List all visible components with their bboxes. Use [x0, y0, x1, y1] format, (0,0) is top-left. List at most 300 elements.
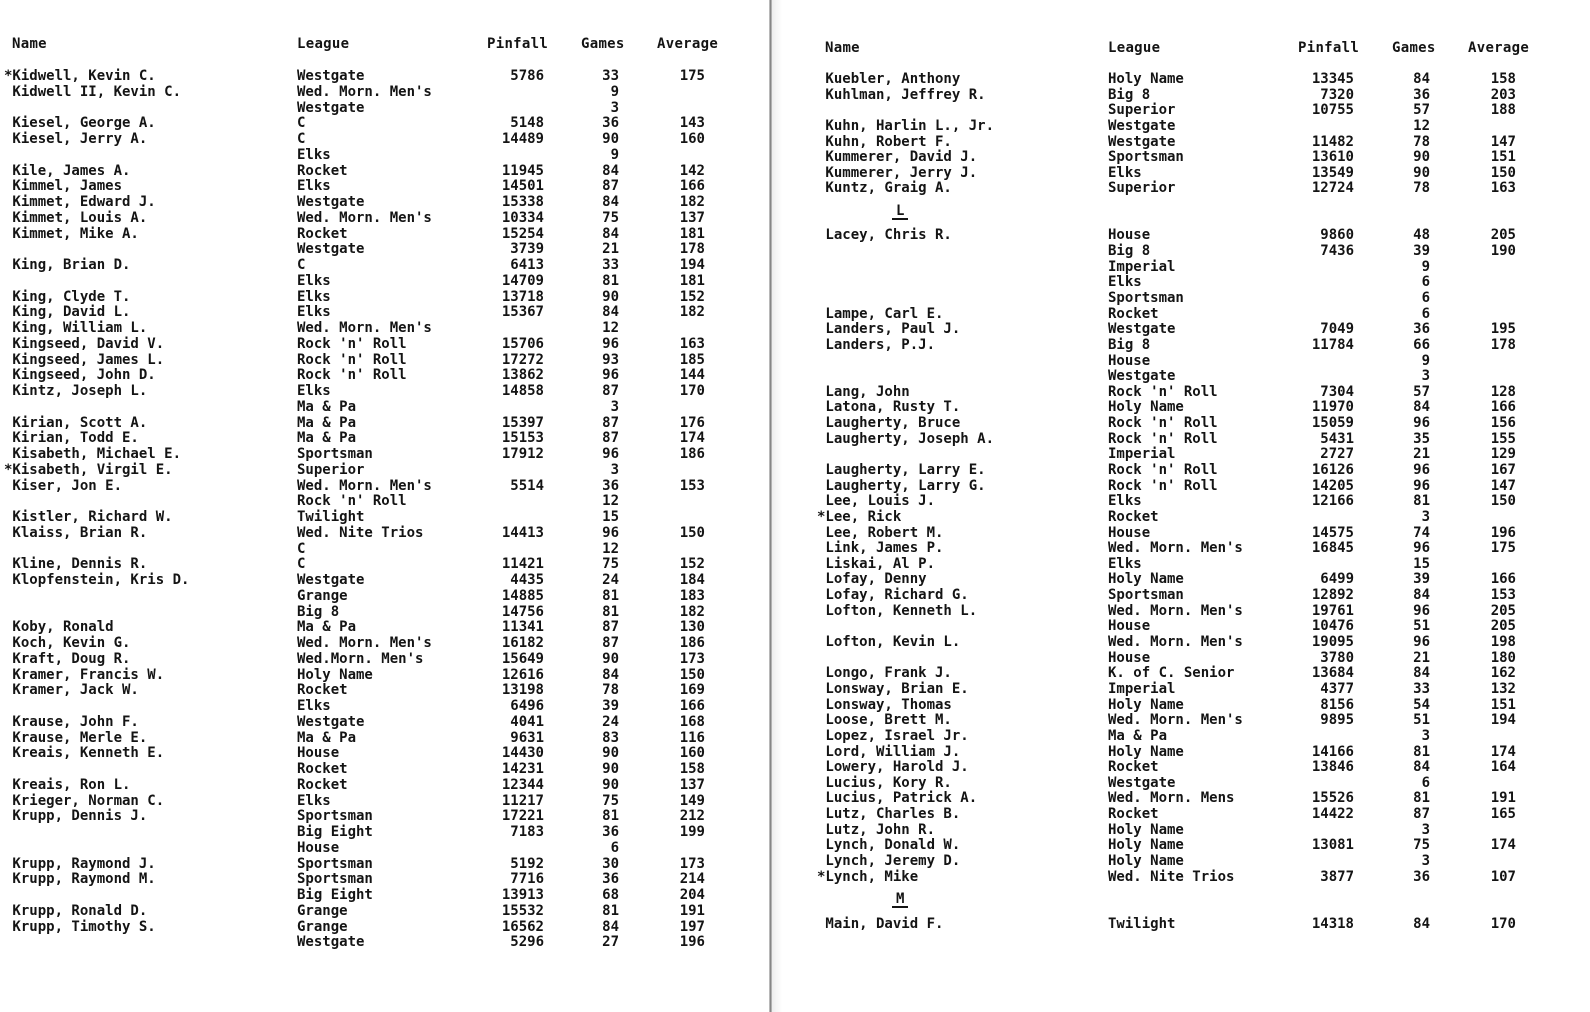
cell-league: C: [297, 556, 306, 573]
table-row: [0, 887, 770, 903]
cell-league: Elks: [297, 178, 331, 195]
cell-name: Kuhlman, Jeffrey R.: [817, 86, 986, 103]
cell-league: C: [297, 131, 306, 147]
cell-league: Rocket: [297, 682, 348, 699]
cell-league: Rock 'n' Roll: [1108, 430, 1218, 447]
cell-name: Kramer, Francis W.: [4, 666, 165, 683]
cell-pinfall: 14489: [501, 131, 544, 147]
cell-league: Rocket: [297, 776, 348, 793]
cell-average: 173: [679, 855, 705, 872]
cell-pinfall: 11421: [501, 556, 544, 573]
cell-pinfall: 10334: [501, 209, 544, 226]
cell-name: Laugherty, Larry G.: [817, 477, 986, 494]
cell-league: Westgate: [297, 572, 365, 588]
table-row: [772, 368, 1590, 384]
cell-league: Elks: [297, 792, 331, 809]
table-row: [772, 478, 1590, 494]
cell-games: 57: [1413, 102, 1430, 119]
table-row: [0, 572, 770, 588]
cell-games: 3: [1421, 508, 1430, 525]
cell-average: 149: [679, 792, 705, 809]
cell-games: 84: [602, 304, 619, 321]
cell-games: 84: [1413, 587, 1430, 604]
cell-name: Krupp, Raymond J.: [4, 855, 156, 872]
cell-pinfall: 3780: [1320, 649, 1354, 666]
cell-games: 81: [602, 808, 619, 825]
cell-games: 36: [602, 477, 619, 494]
cell-name: Lutz, John R.: [817, 821, 936, 838]
header-games-right: Games: [1392, 40, 1436, 56]
cell-league: Rock 'n' Roll: [297, 335, 407, 352]
cell-games: 84: [602, 194, 619, 210]
cell-pinfall: 7049: [1320, 321, 1354, 338]
cell-average: 203: [1490, 86, 1516, 103]
cell-league: Superior: [1108, 180, 1176, 197]
cell-games: 78: [1413, 133, 1430, 150]
cell-average: 186: [679, 635, 705, 651]
cell-average: 130: [679, 619, 705, 636]
table-row: [772, 399, 1590, 415]
cell-games: 90: [602, 776, 619, 793]
cell-games: 81: [602, 603, 619, 620]
cell-league: Elks: [1108, 274, 1142, 291]
cell-pinfall: 13718: [501, 288, 544, 305]
cell-pinfall: 15153: [501, 430, 544, 447]
cell-pinfall: 17221: [501, 808, 544, 825]
cell-league: C: [297, 257, 306, 273]
cell-league: Holy Name: [1108, 696, 1184, 713]
cell-pinfall: 10755: [1311, 102, 1354, 119]
cell-name: Longo, Frank J.: [817, 665, 952, 682]
cell-average: 195: [1490, 321, 1516, 338]
table-row: [772, 618, 1590, 634]
cell-name: Kimmel, James: [4, 178, 123, 195]
cell-league: Rocket: [1108, 508, 1159, 525]
cell-league: K. of C. Senior: [1108, 665, 1235, 682]
cell-average: 170: [679, 383, 705, 399]
cell-games: 39: [1413, 571, 1430, 588]
cell-games: 75: [602, 792, 619, 809]
cell-pinfall: 14422: [1311, 806, 1354, 823]
cell-league: Westgate: [1108, 368, 1176, 385]
cell-average: 162: [1490, 665, 1516, 682]
cell-name: Lynch, Donald W.: [817, 837, 961, 854]
table-row: [772, 806, 1590, 822]
cell-name: Lacey, Chris R.: [817, 227, 952, 244]
table-row: [772, 790, 1590, 806]
cell-pinfall: 5431: [1320, 430, 1354, 447]
cell-pinfall: 13684: [1311, 665, 1354, 682]
table-row: [0, 682, 770, 698]
cell-games: 96: [1413, 462, 1430, 478]
cell-average: 150: [1490, 164, 1516, 181]
cell-games: 96: [1413, 540, 1430, 557]
cell-games: 21: [1413, 649, 1430, 666]
cell-games: 96: [602, 335, 619, 352]
cell-pinfall: 10476: [1311, 618, 1354, 635]
cell-league: Holy Name: [1108, 821, 1184, 838]
table-row: [0, 478, 770, 494]
cell-games: 90: [1413, 149, 1430, 166]
cell-pinfall: 3877: [1320, 868, 1354, 885]
cell-games: 81: [602, 902, 619, 919]
table-row: [772, 650, 1590, 666]
table-row: [0, 241, 770, 257]
cell-pinfall: 6413: [510, 257, 544, 273]
cell-games: 90: [602, 650, 619, 667]
cell-average: 163: [1490, 180, 1516, 197]
header-games: Games: [581, 36, 625, 52]
cell-average: 150: [679, 666, 705, 683]
cell-league: Westgate: [297, 241, 365, 258]
cell-league: Superior: [1108, 102, 1176, 119]
cell-league: Wed. Morn. Men's: [297, 209, 432, 226]
cell-games: 75: [602, 556, 619, 573]
cell-pinfall: 12724: [1311, 180, 1354, 197]
cell-games: 3: [1421, 853, 1430, 869]
cell-games: 9: [610, 146, 619, 163]
cell-league: Sportsman: [1108, 149, 1184, 166]
cell-name: Kingseed, James L.: [4, 351, 165, 368]
cell-average: 194: [679, 257, 705, 273]
cell-name: Kiesel, George A.: [4, 115, 156, 132]
table-row: [772, 274, 1590, 290]
cell-average: 196: [1490, 524, 1516, 541]
cell-games: 90: [602, 761, 619, 777]
cell-league: Rock 'n' Roll: [297, 351, 407, 368]
table-row: [0, 667, 770, 683]
cell-average: 182: [679, 603, 705, 620]
cell-league: Ma & Pa: [297, 398, 357, 415]
cell-average: 163: [679, 335, 705, 352]
table-row: [772, 87, 1590, 103]
table-row: [772, 540, 1590, 556]
table-row: [772, 853, 1590, 869]
table-row: [772, 822, 1590, 838]
cell-league: Grange: [297, 918, 348, 935]
table-row: [772, 384, 1590, 400]
cell-average: 205: [1490, 618, 1516, 635]
cell-name: King, David L.: [4, 304, 131, 321]
header-league: League: [297, 36, 350, 52]
cell-games: 9: [610, 83, 619, 100]
cell-pinfall: 13549: [1311, 164, 1354, 181]
cell-games: 90: [602, 131, 619, 147]
cell-games: 84: [602, 918, 619, 935]
table-row: [0, 730, 770, 746]
cell-league: House: [1108, 227, 1151, 244]
cell-league: House: [1108, 618, 1151, 635]
cell-name: *Lynch, Mike: [817, 868, 919, 885]
header-average: Average: [657, 36, 719, 52]
table-row: [772, 415, 1590, 431]
cell-games: 12: [602, 540, 619, 557]
cell-games: 36: [1413, 868, 1430, 885]
cell-games: 6: [1421, 305, 1430, 322]
cell-games: 33: [1413, 680, 1430, 697]
cell-average: 170: [1490, 915, 1516, 932]
cell-league: Westgate: [297, 194, 365, 210]
table-row: [0, 383, 770, 399]
cell-pinfall: 17272: [501, 351, 544, 368]
cell-games: 66: [1413, 336, 1430, 353]
cell-games: 81: [602, 587, 619, 604]
cell-average: 137: [679, 209, 705, 226]
cell-average: 150: [1490, 493, 1516, 510]
cell-average: 173: [679, 650, 705, 667]
cell-average: 164: [1490, 759, 1516, 776]
cell-league: Big Eight: [297, 887, 373, 903]
cell-league: Grange: [297, 902, 348, 919]
cell-games: 87: [602, 383, 619, 399]
cell-pinfall: 11217: [501, 792, 544, 809]
cell-name: Laugherty, Bruce: [817, 415, 961, 432]
cell-league: Wed. Morn. Men's: [1108, 602, 1243, 619]
table-row: [0, 871, 770, 887]
cell-pinfall: 14709: [501, 272, 544, 289]
cell-pinfall: 9860: [1320, 227, 1354, 244]
cell-average: 175: [679, 68, 705, 84]
cell-pinfall: 13345: [1311, 71, 1354, 87]
cell-average: 174: [679, 430, 705, 447]
cell-name: Kingseed, David V.: [4, 335, 165, 352]
cell-league: Sportsman: [297, 855, 373, 872]
cell-name: Liskai, Al P.: [817, 555, 936, 572]
cell-name: Krupp, Dennis J.: [4, 808, 148, 825]
cell-games: 33: [602, 68, 619, 84]
cell-league: Twilight: [297, 509, 365, 525]
cell-league: Big 8: [1108, 336, 1151, 353]
cell-games: 51: [1413, 712, 1430, 729]
cell-league: Rocket: [1108, 806, 1159, 823]
cell-games: 3: [1421, 727, 1430, 744]
cell-name: Lonsway, Thomas: [817, 696, 952, 713]
table-row: [0, 194, 770, 210]
cell-games: 21: [602, 241, 619, 258]
cell-games: 3: [610, 99, 619, 116]
cell-name: Krupp, Timothy S.: [4, 918, 156, 935]
cell-games: 81: [1413, 493, 1430, 510]
header-league-right: League: [1108, 40, 1161, 56]
cell-league: Sportsman: [297, 808, 373, 825]
cell-league: Imperial: [1108, 258, 1176, 275]
cell-name: Laugherty, Larry E.: [817, 462, 986, 478]
cell-average: 214: [679, 871, 705, 888]
table-row: [0, 257, 770, 273]
cell-league: House: [1108, 649, 1151, 666]
cell-pinfall: 16182: [501, 635, 544, 651]
table-row: [772, 775, 1590, 791]
cell-games: 36: [1413, 86, 1430, 103]
cell-average: 151: [1490, 696, 1516, 713]
cell-league: Westgate: [297, 934, 365, 951]
cell-league: Rocket: [297, 162, 348, 179]
cell-pinfall: 12166: [1311, 493, 1354, 510]
cell-average: 199: [679, 824, 705, 840]
cell-average: 166: [1490, 399, 1516, 416]
table-row: [0, 462, 770, 478]
cell-games: 6: [1421, 274, 1430, 291]
table-row: [0, 273, 770, 289]
cell-average: 181: [679, 225, 705, 242]
cell-league: Imperial: [1108, 446, 1176, 463]
cell-name: Kummerer, David J.: [817, 149, 978, 166]
cell-games: 39: [602, 698, 619, 714]
cell-games: 39: [1413, 243, 1430, 260]
cell-pinfall: 16562: [501, 918, 544, 935]
cell-name: Lonsway, Brian E.: [817, 680, 969, 697]
cell-games: 84: [1413, 759, 1430, 776]
table-row: [0, 651, 770, 667]
cell-name: King, Brian D.: [4, 257, 131, 273]
table-row: [772, 259, 1590, 275]
cell-average: 160: [679, 131, 705, 147]
table-row: [772, 290, 1590, 306]
cell-name: Kuntz, Graig A.: [817, 180, 952, 197]
table-row: [772, 102, 1590, 118]
cell-pinfall: 9631: [510, 729, 544, 746]
cell-pinfall: 14858: [501, 383, 544, 399]
table-row: [772, 243, 1590, 259]
cell-average: 174: [1490, 743, 1516, 760]
table-row: [0, 131, 770, 147]
cell-league: Elks: [297, 698, 331, 714]
table-row: [772, 509, 1590, 525]
cell-league: Rocket: [1108, 305, 1159, 322]
cell-games: 3: [610, 398, 619, 415]
cell-average: 152: [679, 556, 705, 573]
table-row: [0, 147, 770, 163]
cell-name: Kimmet, Edward J.: [4, 194, 156, 210]
cell-league: C: [297, 540, 306, 557]
table-row: [0, 934, 770, 950]
cell-average: 188: [1490, 102, 1516, 119]
cell-pinfall: 14231: [501, 761, 544, 777]
cell-name: Kile, James A.: [4, 162, 131, 179]
cell-average: 198: [1490, 634, 1516, 651]
cell-league: Wed. Morn. Mens: [1108, 790, 1235, 807]
cell-league: Ma & Pa: [297, 729, 357, 746]
table-row: [772, 525, 1590, 541]
cell-pinfall: 5192: [510, 855, 544, 872]
cell-name: Lutz, Charles B.: [817, 806, 961, 823]
cell-league: Rock 'n' Roll: [297, 493, 407, 510]
cell-games: 78: [602, 682, 619, 699]
cell-pinfall: 12616: [501, 666, 544, 683]
cell-games: 3: [610, 461, 619, 478]
cell-games: 96: [1413, 634, 1430, 651]
cell-average: 205: [1490, 227, 1516, 244]
cell-games: 24: [602, 713, 619, 730]
cell-league: Imperial: [1108, 680, 1176, 697]
cell-pinfall: 14430: [501, 745, 544, 762]
cell-name: Kidwell II, Kevin C.: [4, 83, 182, 100]
cell-average: 180: [1490, 649, 1516, 666]
cell-name: Lofton, Kenneth L.: [817, 602, 978, 619]
table-row: [0, 68, 770, 84]
cell-games: 35: [1413, 430, 1430, 447]
cell-pinfall: 8156: [1320, 696, 1354, 713]
cell-league: Westgate: [1108, 133, 1176, 150]
cell-pinfall: 13081: [1311, 837, 1354, 854]
cell-league: Rocket: [297, 761, 348, 777]
cell-pinfall: 2727: [1320, 446, 1354, 463]
cell-pinfall: 12344: [501, 776, 544, 793]
cell-pinfall: 4435: [510, 572, 544, 588]
cell-league: Holy Name: [1108, 837, 1184, 854]
cell-league: Big Eight: [297, 824, 373, 840]
cell-name: Kirian, Todd E.: [4, 430, 139, 447]
cell-name: *Kisabeth, Virgil E.: [4, 461, 173, 478]
cell-games: 96: [602, 446, 619, 462]
cell-league: Sportsman: [297, 871, 373, 888]
table-row: [0, 115, 770, 131]
cell-average: 151: [1490, 149, 1516, 166]
table-row: [772, 71, 1590, 87]
cell-league: Ma & Pa: [297, 414, 357, 431]
cell-name: Kirian, Scott A.: [4, 414, 148, 431]
table-row: [0, 493, 770, 509]
table-row: [772, 634, 1590, 650]
table-row: [772, 446, 1590, 462]
cell-league: Big 8: [1108, 243, 1151, 260]
table-row: [772, 337, 1590, 353]
cell-average: 132: [1490, 680, 1516, 697]
cell-games: 96: [1413, 602, 1430, 619]
cell-name: Landers, P.J.: [817, 336, 936, 353]
cell-name: Link, James P.: [817, 540, 944, 557]
table-row: [0, 793, 770, 809]
table-row: [0, 336, 770, 352]
cell-average: 166: [1490, 571, 1516, 588]
cell-average: 212: [679, 808, 705, 825]
cell-league: Rocket: [297, 225, 348, 242]
cell-pinfall: 7320: [1320, 86, 1354, 103]
cell-games: 83: [602, 729, 619, 746]
cell-name: Kline, Dennis R.: [4, 556, 148, 573]
cell-pinfall: 13913: [501, 887, 544, 903]
cell-games: 81: [1413, 790, 1430, 807]
cell-pinfall: 13198: [501, 682, 544, 699]
cell-name: Lofay, Richard G.: [817, 587, 969, 604]
cell-league: Wed.Morn. Men's: [297, 650, 424, 667]
cell-games: 87: [1413, 806, 1430, 823]
cell-games: 51: [1413, 618, 1430, 635]
cell-pinfall: 15254: [501, 225, 544, 242]
table-row: [0, 415, 770, 431]
cell-pinfall: 14318: [1311, 915, 1354, 932]
cell-name: Koby, Ronald: [4, 619, 114, 636]
cell-league: Superior: [297, 461, 365, 478]
cell-games: 84: [1413, 915, 1430, 932]
table-row: [0, 446, 770, 462]
cell-average: 176: [679, 414, 705, 431]
cell-pinfall: 6499: [1320, 571, 1354, 588]
cell-pinfall: 14413: [501, 524, 544, 541]
table-row: [0, 635, 770, 651]
cell-name: Lord, William J.: [817, 743, 961, 760]
table-row: [0, 289, 770, 305]
cell-pinfall: 5786: [510, 68, 544, 84]
table-row: [772, 118, 1590, 134]
cell-league: Big 8: [1108, 86, 1151, 103]
cell-pinfall: 15649: [501, 650, 544, 667]
table-row: [772, 165, 1590, 181]
section-letter-l: L: [892, 204, 908, 220]
cell-games: 96: [1413, 415, 1430, 432]
cell-name: Kuebler, Anthony: [817, 71, 961, 87]
cell-league: Rock 'n' Roll: [1108, 383, 1218, 400]
